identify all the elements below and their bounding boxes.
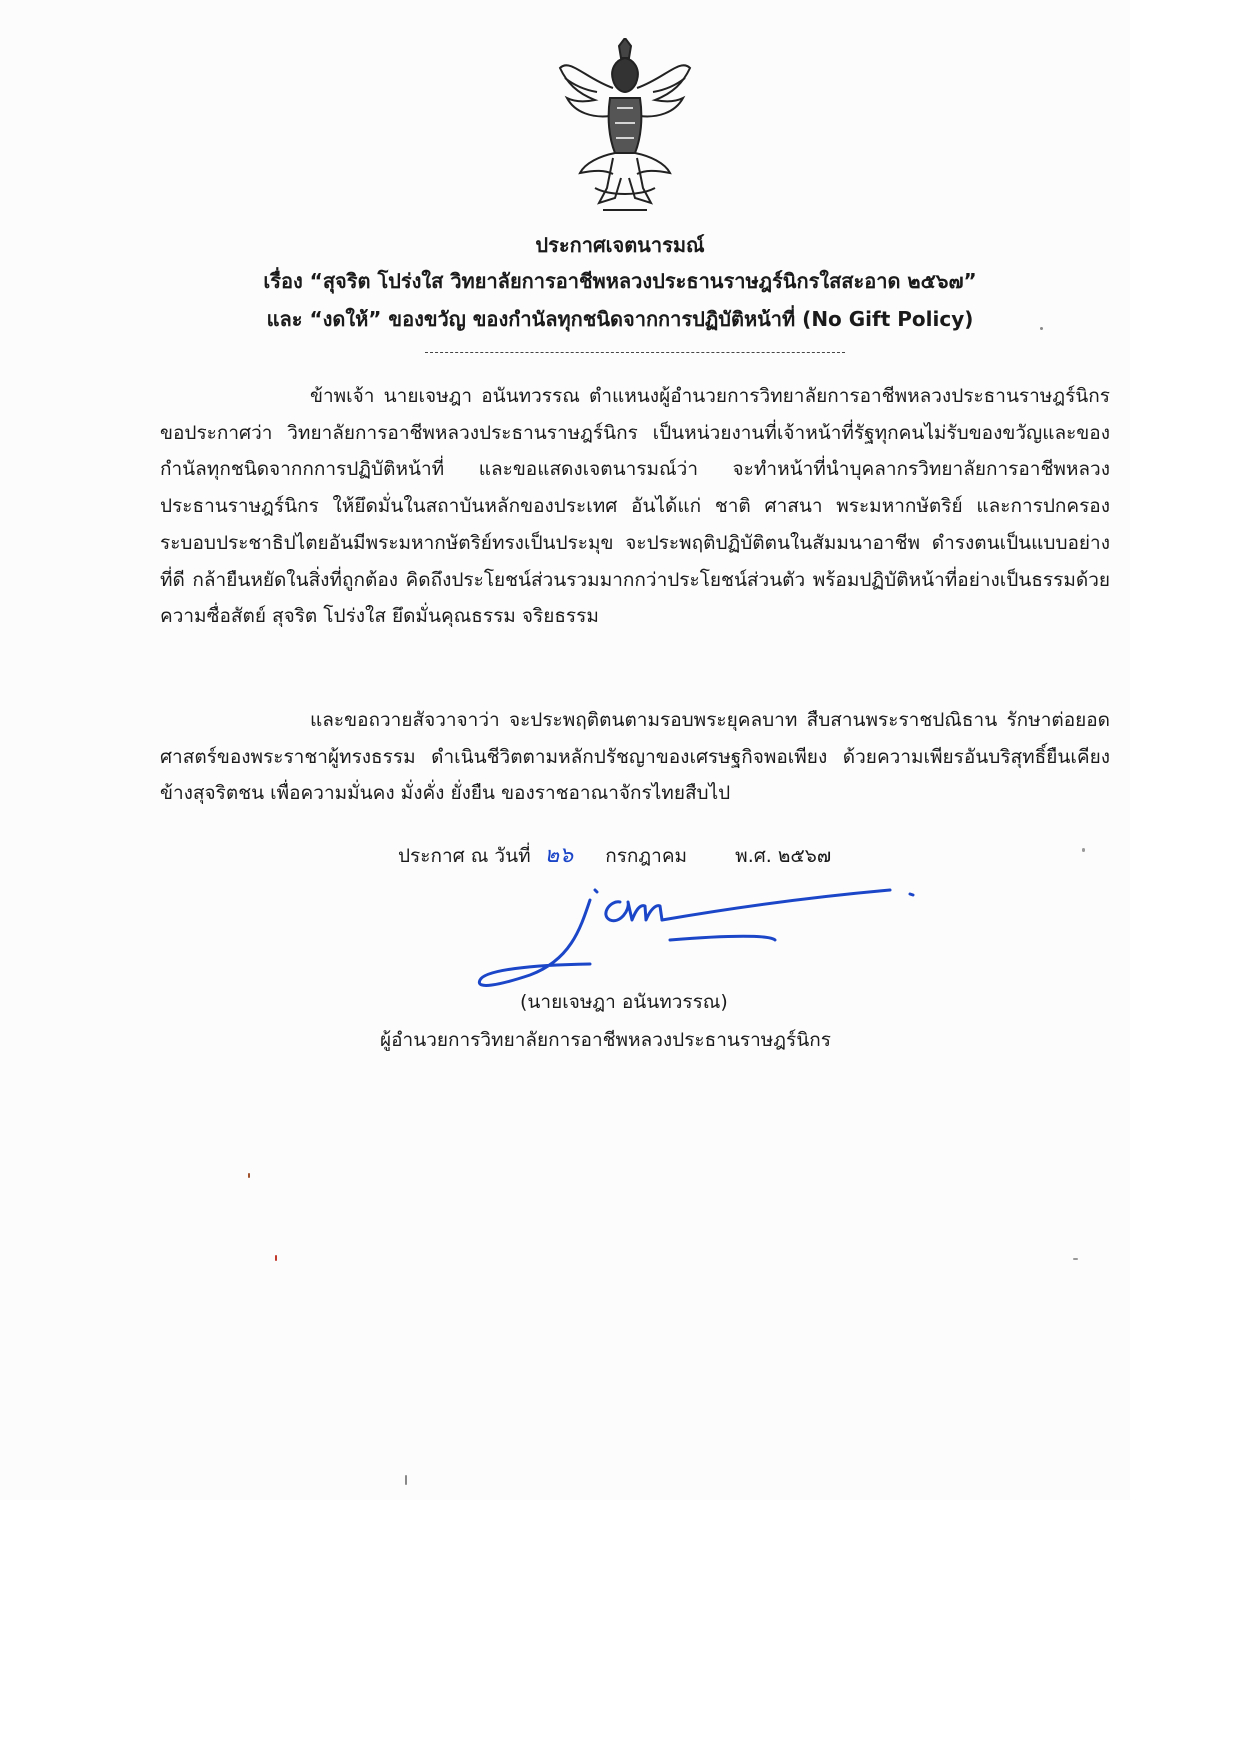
- scan-speck: [275, 1255, 277, 1261]
- signer-position: ผู้อำนวยการวิทยาลัยการอาชีพหลวงประธานราษฎร์นิกร: [380, 1029, 831, 1051]
- paragraph-declaration: [160, 378, 1110, 635]
- paragraph-oath: [160, 702, 1110, 812]
- announcement-title: ประกาศเจตนารมณ์: [535, 233, 705, 257]
- announcement-date: [398, 838, 831, 874]
- announcement-subtitle: และ “งดให้” ของขวัญ ของกำนัลทุกชนิดจากการปฏิบัติหน้าที่ (No Gift Policy): [266, 307, 974, 331]
- paragraph-2-text: และขอถวายสัจวาจาว่า จะประพฤติตนตามรอบพระยุคลบาท สืบสานพระราชปณิธาน รักษาต่อยอดศาสตร์ของพระราชาผู้ทรงธรรม ดำเนินชีวิตตามหลักปรัชญาของเศรษฐกิจพอเพียง ด้วยความเพียรอันบริสุทธิ์ยืนเคียงข้างสุจริตชน เพื่อความมั่นคง มั่งคั่ง ยั่งยืน ของราชอาณาจักรไทยสืบไป: [160, 709, 1110, 805]
- heading-divider: [425, 352, 845, 353]
- scan-speck: [1082, 848, 1085, 852]
- date-year: พ.ศ. ๒๕๖๗: [735, 845, 832, 867]
- signer-name: (นายเจษฎา อนันทวรรณ): [520, 991, 728, 1013]
- date-day-handwritten: ๒๖: [544, 843, 574, 868]
- scan-speck: [1040, 327, 1043, 330]
- date-prefix: ประกาศ ณ วันที่: [398, 845, 531, 867]
- paragraph-1-text: ข้าพเจ้า นายเจษฎา อนันทวรรณ ตำแหนงผู้อำนวยการวิทยาลัยการอาชีพหลวงประธานราษฎร์นิกร ขอประกาศว่า วิทยาลัยการอาชีพหลวงประธานราษฎร์นิกร เป็นหน่วยงานที่เจ้าหน้าที่รัฐทุกคนไม่รับของขวัญและของกำนัลทุกชนิดจากกการปฏิบัติหน้าที่ และขอแสดงเจตนารมณ์ว่า จะทำหน้าที่นำบุคลากรวิทยาลัยการอาชีพหลวงประธานราษฎร์นิกร ให้ยึดมั่นในสถาบันหลักของประเทศ อันได้แก่ ชาติ ศาสนา พระมหากษัตริย์ และการปกครองระบอบประชาธิปไตยอันมีพระมหากษัตริย์ทรงเป็นประมุข จะประพฤติปฏิบัติตนในสัมมนาอาชีพ ดำรงตนเป็นแบบอย่างที่ดี กล้ายืนหยัดในสิ่งที่ถูกต้อง คิดถึงประโยชน์ส่วนรวมมากกว่าประโยชน์ส่วนตัว พร้อมปฏิบัติหน้าที่อย่างเป็นธรรมด้วยความซื่อสัตย์ สุจริต โปร่งใส ยึดมั่นคุณธรรม จริยธรรม: [160, 385, 1110, 628]
- garuda-emblem-icon: [555, 38, 695, 218]
- scan-speck: [1073, 1258, 1078, 1260]
- date-month: กรกฎาคม: [605, 845, 688, 867]
- announcement-subject: เรื่อง “สุจริต โปร่งใส วิทยาลัยการอาชีพหลวงประธานราษฎร์นิกรใสสะอาด ๒๕๖๗”: [263, 269, 977, 293]
- scan-speck: [248, 1173, 250, 1178]
- scan-speck: [405, 1475, 407, 1485]
